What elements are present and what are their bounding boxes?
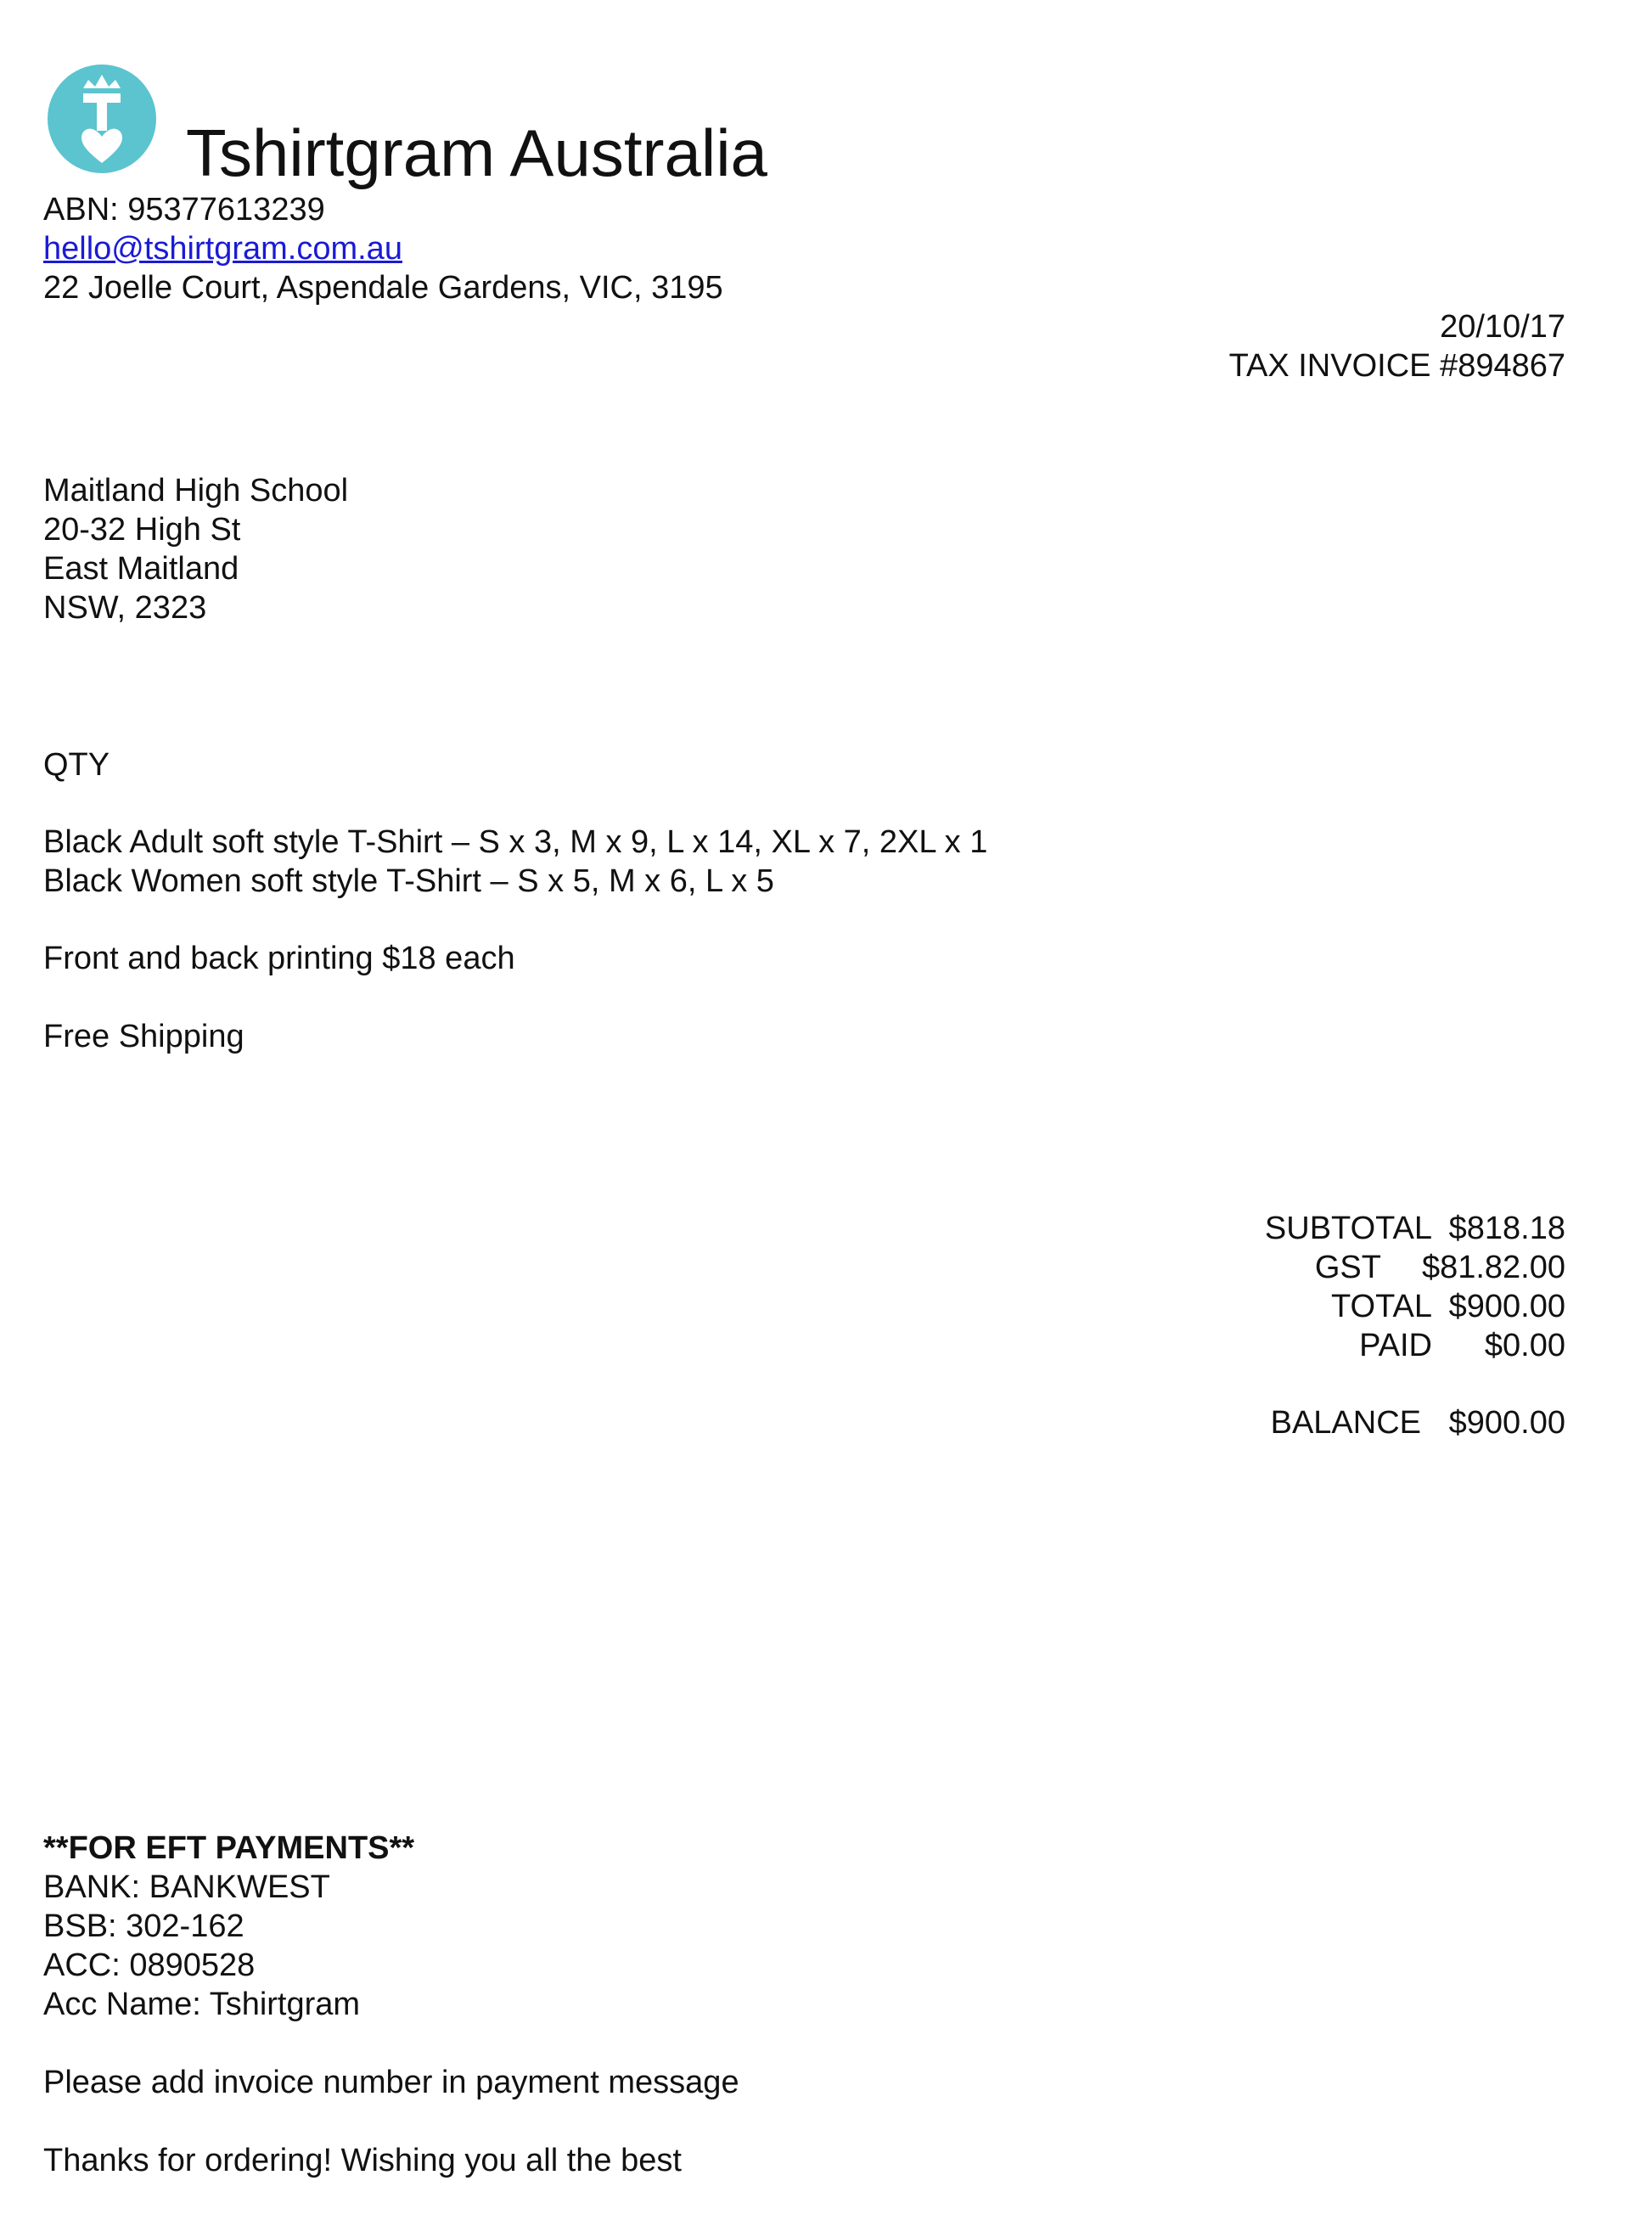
company-abn: ABN: 95377613239	[43, 192, 325, 228]
invoice-title: TAX INVOICE #894867	[1228, 348, 1565, 384]
thanks-message: Thanks for ordering! Wishing you all the best	[43, 2143, 682, 2178]
billing-line: East Maitland	[43, 551, 239, 587]
printing-note: Front and back printing $18 each	[43, 941, 515, 976]
payment-note: Please add invoice number in payment message	[43, 2065, 739, 2100]
item-line: Black Adult soft style T-Shirt – S x 3, M x 9, L x 14, XL x 7, 2XL x 1	[43, 824, 988, 860]
paid-label: PAID	[1359, 1328, 1432, 1363]
paid-value: $0.00	[1484, 1328, 1565, 1363]
gst-label: GST	[1314, 1250, 1381, 1285]
payment-bank: BANK: BANKWEST	[43, 1869, 330, 1905]
total-value: $900.00	[1448, 1289, 1565, 1324]
billing-line: NSW, 2323	[43, 590, 207, 626]
company-address: 22 Joelle Court, Aspendale Gardens, VIC, 3195	[43, 270, 723, 306]
payment-bsb: BSB: 302-162	[43, 1908, 244, 1944]
payment-heading: **FOR EFT PAYMENTS**	[43, 1830, 415, 1866]
total-label: TOTAL	[1331, 1289, 1432, 1324]
shipping-note: Free Shipping	[43, 1019, 244, 1054]
balance-value: $900.00	[1448, 1405, 1565, 1441]
billing-line: 20-32 High St	[43, 512, 241, 548]
subtotal-value: $818.18	[1448, 1211, 1565, 1246]
gst-value: $81.82.00	[1421, 1250, 1565, 1285]
billing-line: Maitland High School	[43, 473, 349, 509]
company-name: Tshirtgram Australia	[186, 115, 767, 190]
payment-account-name: Acc Name: Tshirtgram	[43, 1987, 361, 2022]
balance-label: BALANCE	[1270, 1405, 1421, 1441]
payment-account: ACC: 0890528	[43, 1947, 256, 1983]
invoice-date: 20/10/17	[1440, 309, 1565, 345]
item-line: Black Women soft style T-Shirt – S x 5, M x 6, L x 5	[43, 863, 774, 899]
subtotal-label: SUBTOTAL	[1264, 1211, 1432, 1246]
company-email-link[interactable]: hello@tshirtgram.com.au	[43, 231, 402, 267]
company-logo-icon	[46, 63, 158, 175]
items-header: QTY	[43, 747, 110, 783]
